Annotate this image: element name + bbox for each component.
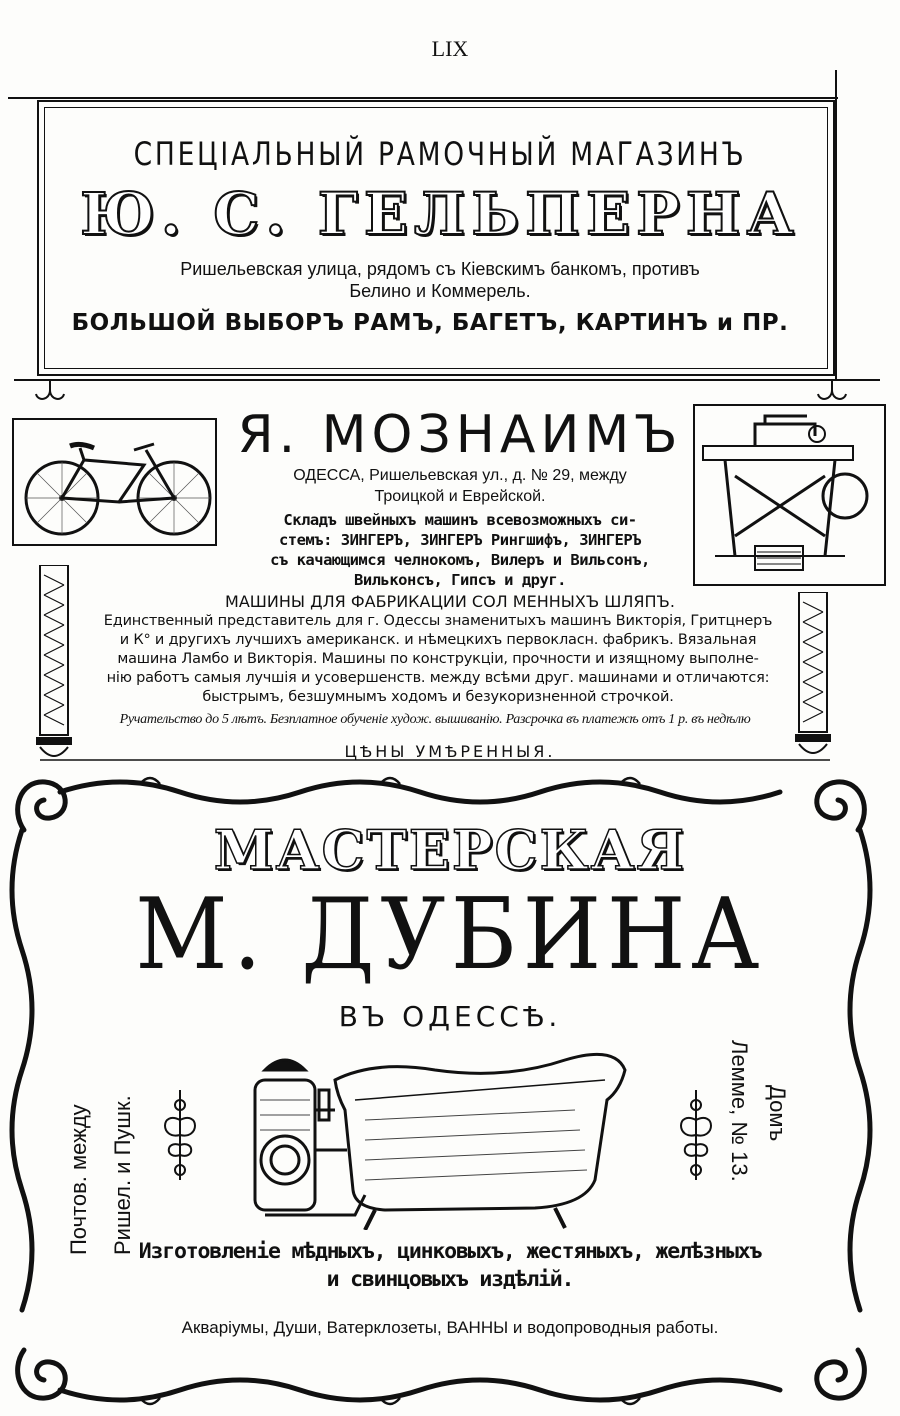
sewing-machine-icon [695, 406, 884, 584]
ad3-right-address: Лемме, № 13. [727, 1040, 752, 1182]
decorative-pillar-icon [795, 592, 831, 762]
ad2-address-line: Троицкой и Еврейской. [374, 488, 546, 505]
ad3-products-line: и свинцовыхъ издѣлій. [326, 1267, 574, 1292]
ad3-workshop-title: МАСТЕРСКАЯ [213, 818, 687, 882]
ad3-products [50, 1238, 850, 1294]
ad2-hat-machines: МАШИНЫ ДЛЯ ФАБРИКАЦИИ СОЛ МЕННЫХЪ ШЛЯПЪ. [225, 592, 675, 611]
ad2-warehouse-line: стемъ: ЗИНГЕРЪ, ЗИНГЕРЪ Рингшифъ, ЗИНГЕРЪ [278, 531, 642, 549]
ad3-left-address: Ришел. и Пушк. [110, 1095, 135, 1255]
bathtub-boiler-illustration [235, 1040, 635, 1230]
ad2-warehouse-line: Вильконсъ, Гипсъ и друг. [354, 571, 566, 589]
ad3-products-line: Изготовленіе мѣдныхъ, цинковыхъ, жестяныхъ, желѣзныхъ [138, 1239, 762, 1264]
page-number: LIX [431, 36, 469, 61]
ad2-body-text [88, 612, 788, 707]
decorative-pillar-icon [36, 565, 72, 765]
ad1-address-line: Белино и Коммерель. [349, 281, 531, 301]
ad3-footer: Акваріумы, Души, Ватерклозеты, ВАННЫ и водопроводныя работы. [181, 1318, 719, 1337]
ad2-prices: ЦѢНЫ УМѢРЕННЫЯ. [344, 742, 556, 761]
ad2-body-line: и К° и другихъ лучшихъ американск. и нѣмецкихъ первокласн. фабрикъ. Вязальная [119, 632, 757, 648]
ad1-address-line: Ришельевская улица, рядомъ съ Кіевскимъ банкомъ, противъ [180, 259, 700, 279]
ad2-merchant-name: Я. МОЗНАИМЪ [237, 405, 683, 465]
ad2-warehouse-text [225, 510, 695, 590]
ad3-right-address: Домъ [765, 1085, 790, 1142]
ad1-heading: СПЕЦІАЛЬНЫЙ РАМОЧНЫЙ МАГАЗИНЪ [133, 135, 747, 173]
ad1-address [80, 258, 800, 302]
ad2-address-line: ОДЕССА, Ришельевская ул., д. № 29, между [293, 467, 627, 484]
ad2-guarantee: Ручательство до 5 лѣтъ. Безплатное обученіе худож. вышиванію. Разсрочка въ платежѣ отъ 1 р. въ недѣлю [119, 712, 751, 727]
ad2-warehouse-line: съ качающимся челнокомъ, Вилеръ и Вильсонъ, [270, 551, 650, 569]
ad2-warehouse-line: Складъ швейныхъ машинъ всевозможныхъ си- [283, 511, 637, 529]
monogram-ornament-icon [676, 1090, 716, 1180]
ad3-city: ВЪ ОДЕССѢ. [338, 1000, 562, 1033]
ad2-body-line: Единственный представитель для г. Одессы знаменитыхъ машинъ Викторія, Гритцнеръ [103, 613, 773, 629]
ad2-body-line: машина Ламбо и Викторія. Машины по конструкціи, прочности и изящному выполне- [117, 651, 759, 667]
bicycle-icon [14, 420, 215, 544]
ad2-address [230, 465, 690, 507]
ad2-body-line: нію работъ самыя лучшія и усовершенств. между всѣми друг. машинами и отличаются: [106, 670, 770, 686]
monogram-ornament-icon [160, 1090, 200, 1180]
ad1-shop-name: Ю. С. ГЕЛЬПЕРНА [80, 180, 800, 248]
ad1-offer: БОЛЬШОЙ ВЫБОРЪ РАМЪ, БАГЕТЪ, КАРТИНЪ и ПР. [71, 310, 789, 336]
sewing-machine-illustration [693, 404, 886, 586]
ad2-body-line: быстрымъ, безшумнымъ ходомъ и безукоризненной строчкой. [202, 689, 674, 705]
bicycle-illustration [12, 418, 217, 546]
ad3-owner-name: М. ДУБИНА [135, 878, 765, 992]
ornament-hook-icon [30, 380, 70, 410]
ad3-left-address: Почтов. между [66, 1104, 91, 1255]
